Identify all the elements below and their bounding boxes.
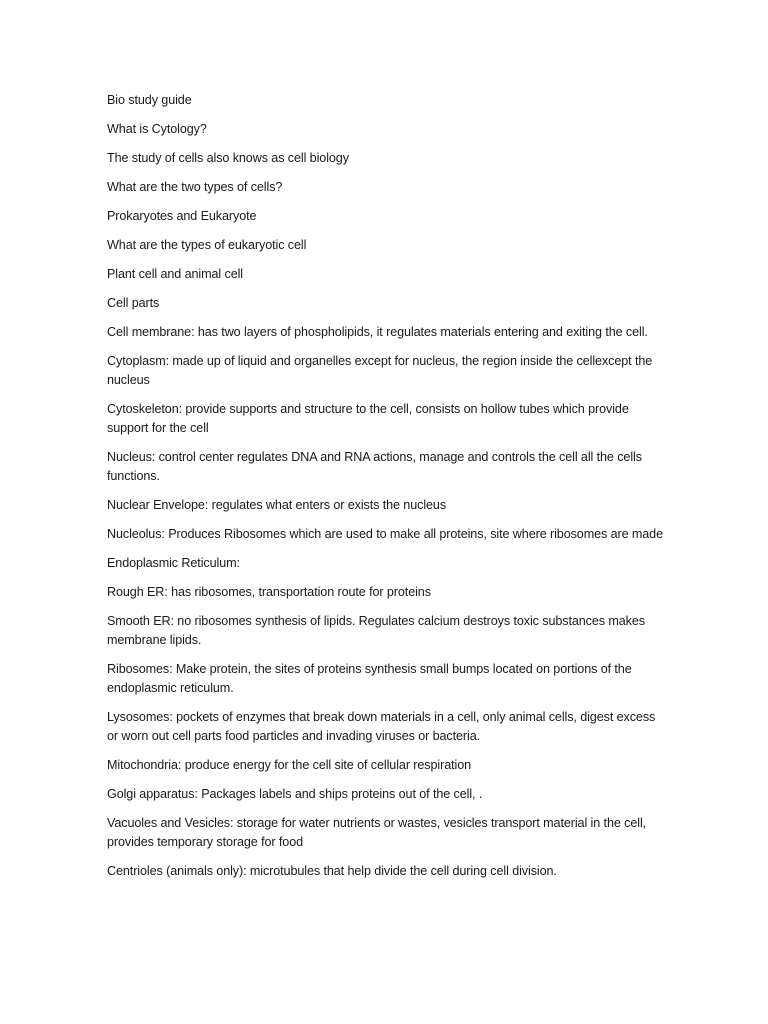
entry-vacuoles-vesicles: Vacuoles and Vesicles: storage for water nutrients or wastes, vesicles transport material in the cell, provides temporary storage for food xyxy=(107,816,647,849)
entry-endoplasmic-reticulum: Endoplasmic Reticulum: xyxy=(107,556,240,570)
question-cell-types: What are the two types of cells? xyxy=(107,180,283,194)
entry-cytoskeleton: Cytoskeleton: provide supports and structure to the cell, consists on hollow tubes which provide support for the cell xyxy=(107,402,629,435)
answer-eukaryotic-types: Plant cell and animal cell xyxy=(107,267,244,281)
section-heading-cell-parts: Cell parts xyxy=(107,296,160,310)
entry-smooth-er: Smooth ER: no ribosomes synthesis of lipids. Regulates calcium destroys toxic substances makes membrane lipids. xyxy=(107,614,645,647)
entry-nucleus: Nucleus: control center regulates DNA and RNA actions, manage and controls the cell all the cells functions. xyxy=(107,450,642,483)
entry-nuclear-envelope: Nuclear Envelope: regulates what enters or exists the nucleus xyxy=(107,498,447,512)
document-title: Bio study guide xyxy=(107,93,192,107)
question-cytology: What is Cytology? xyxy=(107,122,207,136)
entry-ribosomes: Ribosomes: Make protein, the sites of proteins synthesis small bumps located on portions of the endoplasmic reticulum. xyxy=(107,662,632,695)
entry-centrioles: Centrioles (animals only): microtubules that help divide the cell during cell division. xyxy=(107,864,557,878)
entry-mitochondria: Mitochondria: produce energy for the cell site of cellular respiration xyxy=(107,758,472,772)
answer-cytology: The study of cells also knows as cell biology xyxy=(107,151,349,165)
entry-lysosomes: Lysosomes: pockets of enzymes that break down materials in a cell, only animal cells, digest excess or worn out cell parts food particles and invading viruses or bacteria. xyxy=(107,710,656,743)
document-body xyxy=(107,91,667,891)
question-eukaryotic-types: What are the types of eukaryotic cell xyxy=(107,238,307,252)
entry-rough-er: Rough ER: has ribosomes, transportation route for proteins xyxy=(107,585,431,599)
entry-cytoplasm: Cytoplasm: made up of liquid and organelles except for nucleus, the region inside the cellexcept the nucleus xyxy=(107,354,653,387)
answer-cell-types: Prokaryotes and Eukaryote xyxy=(107,209,257,223)
entry-golgi-apparatus: Golgi apparatus: Packages labels and ships proteins out of the cell, . xyxy=(107,787,483,801)
entry-nucleolus: Nucleolus: Produces Ribosomes which are used to make all proteins, site where ribosomes are made xyxy=(107,527,663,541)
entry-cell-membrane: Cell membrane: has two layers of phospholipids, it regulates materials entering and exiting the cell. xyxy=(107,325,648,339)
